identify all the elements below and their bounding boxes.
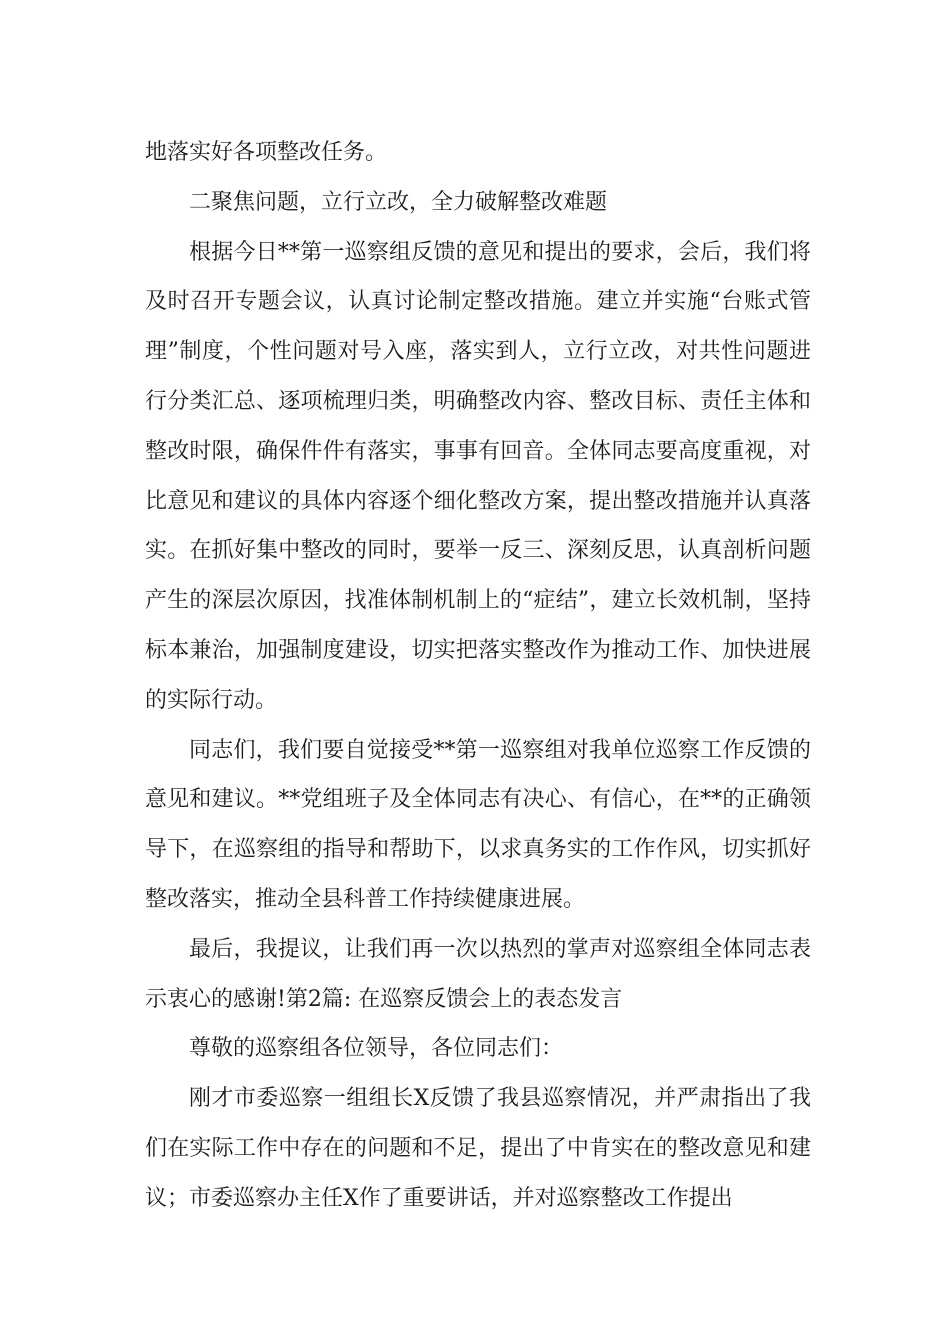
section-heading: 二聚焦问题，立行立改，全力破解整改难题	[189, 189, 608, 215]
paragraph-rectification-measures: 根据今日**第一巡察组反馈的意见和提出的要求，会后，我们将及时召开专题会议，认真讨论制定整改措施。建立并实施“台账式管理”制度，个性问题对号入座，落实到人，立行立改，对共性问题进行分类汇总、逐项梳理归类，明确整改内容、整改目标、责任主体和整改时限，确保件件有落实，事事有回音。全体同志要高度重视，对比意见和建议的具体内容逐个细化整改方案，提出整改措施并认真落实。在抓好集中整改的同时，要举一反三、深刻反思，认真剖析问题产生的深层次原因，找准体制机制上的“症结”，建立长效机制，坚持标本兼治，加强制度建设，切实把落实整改作为推动工作、加快进展的实际行动。	[145, 239, 811, 713]
paragraph-speech-opening: 刚才市委巡察一组组长X反馈了我县巡察情况，并严肃指出了我们在实际工作中存在的问题和不足，提出了中肯实在的整改意见和建议；市委巡察办主任X作了重要讲话，并对巡察整改工作提出	[145, 1086, 811, 1211]
paragraph-continuation: 地落实好各项整改任务。	[145, 140, 388, 165]
paragraph-closing-thanks: 最后，我提议，让我们再一次以热烈的掌声对巡察组全体同志表示衷心的感谢!第2篇: 在巡察反馈会上的表态发言	[145, 936, 811, 1012]
paragraph-commitment: 同志们，我们要自觉接受**第一巡察组对我单位巡察工作反馈的意见和建议。**党组班子及全体同志有决心、有信心，在**的正确领导下，在巡察组的指导和帮助下，以求真务实的工作作风，切实抓好整改落实，推动全县科普工作持续健康进展。	[145, 737, 811, 912]
document-body	[145, 128, 811, 1224]
paragraph-salutation: 尊敬的巡察组各位领导，各位同志们：	[189, 1036, 564, 1062]
